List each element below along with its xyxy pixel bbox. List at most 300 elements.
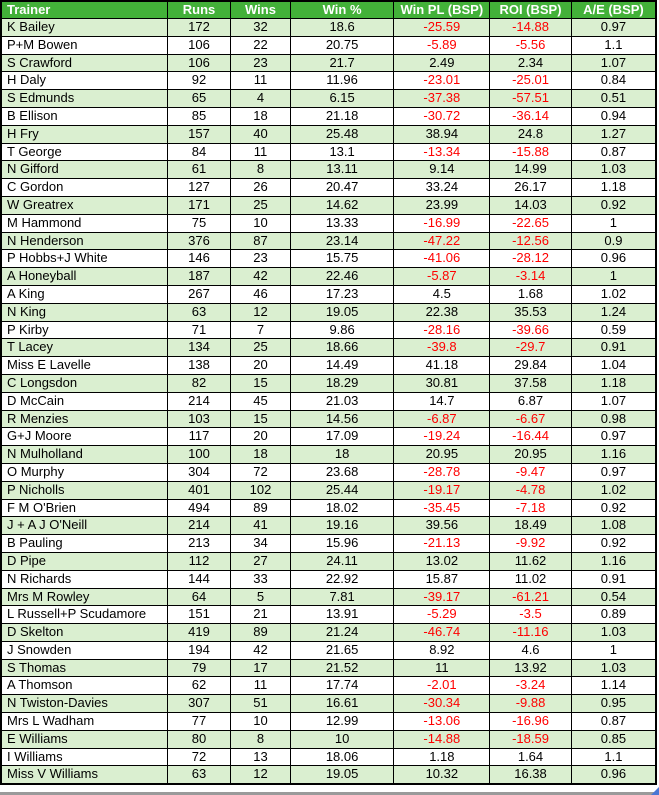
cell-win_pl: -30.72 bbox=[394, 107, 490, 125]
cell-wins: 11 bbox=[231, 677, 290, 695]
cell-ae: 0.97 bbox=[571, 428, 656, 446]
cell-win_pl: -46.74 bbox=[394, 624, 490, 642]
table-row bbox=[1, 125, 656, 143]
cell-wins: 89 bbox=[231, 624, 290, 642]
table-row bbox=[1, 606, 656, 624]
cell-runs: 72 bbox=[167, 748, 230, 766]
cell-wins: 20 bbox=[231, 428, 290, 446]
cell-runs: 138 bbox=[167, 357, 230, 375]
table-row bbox=[1, 303, 656, 321]
table-row bbox=[1, 446, 656, 464]
cell-roi: -18.59 bbox=[490, 730, 572, 748]
cell-wins: 46 bbox=[231, 285, 290, 303]
cell-win_pct: 17.23 bbox=[290, 285, 394, 303]
cell-trainer: S Crawford bbox=[1, 54, 167, 72]
cell-runs: 62 bbox=[167, 677, 230, 695]
cell-ae: 1.24 bbox=[571, 303, 656, 321]
table-row bbox=[1, 481, 656, 499]
cell-wins: 22 bbox=[231, 36, 290, 54]
cell-ae: 0.91 bbox=[571, 339, 656, 357]
cell-runs: 214 bbox=[167, 517, 230, 535]
cell-roi: 18.49 bbox=[490, 517, 572, 535]
cell-win_pct: 19.05 bbox=[290, 766, 394, 784]
cell-trainer: S Edmunds bbox=[1, 90, 167, 108]
cell-trainer: P Hobbs+J White bbox=[1, 250, 167, 268]
cell-roi: 1.68 bbox=[490, 285, 572, 303]
cell-win_pl: 22.38 bbox=[394, 303, 490, 321]
cell-runs: 64 bbox=[167, 588, 230, 606]
cell-trainer: P+M Bowen bbox=[1, 36, 167, 54]
cell-trainer: R Menzies bbox=[1, 410, 167, 428]
cell-runs: 172 bbox=[167, 19, 230, 37]
cell-roi: -61.21 bbox=[490, 588, 572, 606]
cell-trainer: Miss E Lavelle bbox=[1, 357, 167, 375]
table-row bbox=[1, 179, 656, 197]
cell-win_pct: 17.74 bbox=[290, 677, 394, 695]
cell-roi: -5.56 bbox=[490, 36, 572, 54]
cell-trainer: Miss V Williams bbox=[1, 766, 167, 784]
cell-win_pl: 1.18 bbox=[394, 748, 490, 766]
cell-wins: 8 bbox=[231, 730, 290, 748]
table-row bbox=[1, 374, 656, 392]
cell-trainer: N Mulholland bbox=[1, 446, 167, 464]
cell-roi: -4.78 bbox=[490, 481, 572, 499]
cell-wins: 23 bbox=[231, 54, 290, 72]
table-row bbox=[1, 463, 656, 481]
cell-runs: 61 bbox=[167, 161, 230, 179]
cell-ae: 0.9 bbox=[571, 232, 656, 250]
cell-win_pct: 13.91 bbox=[290, 606, 394, 624]
cell-wins: 33 bbox=[231, 570, 290, 588]
cell-win_pct: 25.44 bbox=[290, 481, 394, 499]
cell-win_pct: 12.99 bbox=[290, 713, 394, 731]
cell-win_pct: 21.18 bbox=[290, 107, 394, 125]
cell-wins: 23 bbox=[231, 250, 290, 268]
cell-trainer: D McCain bbox=[1, 392, 167, 410]
cell-wins: 40 bbox=[231, 125, 290, 143]
cell-ae: 1.02 bbox=[571, 481, 656, 499]
cell-runs: 82 bbox=[167, 374, 230, 392]
cell-wins: 12 bbox=[231, 766, 290, 784]
cell-wins: 41 bbox=[231, 517, 290, 535]
table-body bbox=[1, 19, 656, 785]
cell-ae: 1.14 bbox=[571, 677, 656, 695]
cell-roi: -28.12 bbox=[490, 250, 572, 268]
cell-roi: 11.62 bbox=[490, 552, 572, 570]
table-row bbox=[1, 339, 656, 357]
cell-win_pl: -6.87 bbox=[394, 410, 490, 428]
cell-win_pct: 21.03 bbox=[290, 392, 394, 410]
cell-runs: 171 bbox=[167, 196, 230, 214]
cell-win_pl: -5.29 bbox=[394, 606, 490, 624]
table-row bbox=[1, 107, 656, 125]
cell-win_pct: 14.56 bbox=[290, 410, 394, 428]
cell-wins: 27 bbox=[231, 552, 290, 570]
cell-win_pct: 21.52 bbox=[290, 659, 394, 677]
cell-runs: 187 bbox=[167, 268, 230, 286]
cell-win_pl: -28.78 bbox=[394, 463, 490, 481]
cell-win_pct: 13.11 bbox=[290, 161, 394, 179]
cell-trainer: N Gifford bbox=[1, 161, 167, 179]
cell-win_pl: -19.24 bbox=[394, 428, 490, 446]
cell-win_pct: 21.24 bbox=[290, 624, 394, 642]
cell-win_pl: -39.8 bbox=[394, 339, 490, 357]
cell-roi: 13.92 bbox=[490, 659, 572, 677]
cell-wins: 4 bbox=[231, 90, 290, 108]
table-row bbox=[1, 285, 656, 303]
cell-wins: 17 bbox=[231, 659, 290, 677]
table-row bbox=[1, 428, 656, 446]
cell-win_pl: -30.34 bbox=[394, 695, 490, 713]
cell-wins: 87 bbox=[231, 232, 290, 250]
table-row bbox=[1, 232, 656, 250]
cell-ae: 0.54 bbox=[571, 588, 656, 606]
cell-win_pct: 21.65 bbox=[290, 641, 394, 659]
cell-trainer: I Williams bbox=[1, 748, 167, 766]
cell-ae: 1.03 bbox=[571, 659, 656, 677]
cell-runs: 84 bbox=[167, 143, 230, 161]
table-row bbox=[1, 321, 656, 339]
table-row bbox=[1, 268, 656, 286]
table-row bbox=[1, 570, 656, 588]
cell-trainer: S Thomas bbox=[1, 659, 167, 677]
cell-ae: 1.1 bbox=[571, 36, 656, 54]
table-row bbox=[1, 695, 656, 713]
table-row bbox=[1, 517, 656, 535]
cell-wins: 18 bbox=[231, 107, 290, 125]
cell-wins: 20 bbox=[231, 357, 290, 375]
cell-win_pl: -21.13 bbox=[394, 535, 490, 553]
cell-wins: 21 bbox=[231, 606, 290, 624]
cell-runs: 117 bbox=[167, 428, 230, 446]
cell-win_pct: 15.96 bbox=[290, 535, 394, 553]
cell-roi: 35.53 bbox=[490, 303, 572, 321]
cell-win_pct: 18.29 bbox=[290, 374, 394, 392]
cell-ae: 1.16 bbox=[571, 446, 656, 464]
cell-roi: -15.88 bbox=[490, 143, 572, 161]
cell-trainer: T Lacey bbox=[1, 339, 167, 357]
cell-roi: -36.14 bbox=[490, 107, 572, 125]
cell-win_pl: 8.92 bbox=[394, 641, 490, 659]
cell-wins: 45 bbox=[231, 392, 290, 410]
cell-ae: 0.95 bbox=[571, 695, 656, 713]
cell-roi: 14.99 bbox=[490, 161, 572, 179]
table-row bbox=[1, 143, 656, 161]
cell-ae: 0.96 bbox=[571, 250, 656, 268]
column-header-ae: A/E (BSP) bbox=[571, 1, 656, 19]
cell-win_pct: 16.61 bbox=[290, 695, 394, 713]
cell-trainer: P Nicholls bbox=[1, 481, 167, 499]
cell-ae: 0.89 bbox=[571, 606, 656, 624]
cell-ae: 0.87 bbox=[571, 143, 656, 161]
cell-roi: 2.34 bbox=[490, 54, 572, 72]
table-row bbox=[1, 72, 656, 90]
table-row bbox=[1, 161, 656, 179]
cell-roi: 14.03 bbox=[490, 196, 572, 214]
cell-trainer: K Bailey bbox=[1, 19, 167, 37]
cell-wins: 26 bbox=[231, 179, 290, 197]
cell-trainer: N Henderson bbox=[1, 232, 167, 250]
cell-ae: 0.59 bbox=[571, 321, 656, 339]
cell-roi: 1.64 bbox=[490, 748, 572, 766]
cell-win_pct: 14.49 bbox=[290, 357, 394, 375]
cell-roi: -39.66 bbox=[490, 321, 572, 339]
cell-wins: 10 bbox=[231, 214, 290, 232]
cell-wins: 10 bbox=[231, 713, 290, 731]
cell-win_pct: 15.75 bbox=[290, 250, 394, 268]
cell-win_pl: 11 bbox=[394, 659, 490, 677]
cell-runs: 80 bbox=[167, 730, 230, 748]
cell-win_pct: 7.81 bbox=[290, 588, 394, 606]
cell-runs: 307 bbox=[167, 695, 230, 713]
cell-win_pl: -2.01 bbox=[394, 677, 490, 695]
cell-roi: 6.87 bbox=[490, 392, 572, 410]
cell-ae: 0.92 bbox=[571, 535, 656, 553]
cell-ae: 0.91 bbox=[571, 570, 656, 588]
cell-win_pl: -35.45 bbox=[394, 499, 490, 517]
cell-runs: 194 bbox=[167, 641, 230, 659]
cell-win_pl: 15.87 bbox=[394, 570, 490, 588]
cell-ae: 1.04 bbox=[571, 357, 656, 375]
cell-win_pl: -23.01 bbox=[394, 72, 490, 90]
cell-win_pct: 22.92 bbox=[290, 570, 394, 588]
cell-wins: 15 bbox=[231, 374, 290, 392]
cell-ae: 1.03 bbox=[571, 161, 656, 179]
cell-roi: 11.02 bbox=[490, 570, 572, 588]
cell-runs: 127 bbox=[167, 179, 230, 197]
cell-ae: 0.84 bbox=[571, 72, 656, 90]
cell-roi: 4.6 bbox=[490, 641, 572, 659]
cell-wins: 25 bbox=[231, 196, 290, 214]
cell-runs: 157 bbox=[167, 125, 230, 143]
cell-runs: 65 bbox=[167, 90, 230, 108]
cell-ae: 0.97 bbox=[571, 463, 656, 481]
cell-win_pct: 9.86 bbox=[290, 321, 394, 339]
cell-win_pl: 33.24 bbox=[394, 179, 490, 197]
cell-trainer: H Fry bbox=[1, 125, 167, 143]
cell-win_pct: 24.11 bbox=[290, 552, 394, 570]
cell-roi: -6.67 bbox=[490, 410, 572, 428]
cell-win_pl: 41.18 bbox=[394, 357, 490, 375]
cell-roi: -14.88 bbox=[490, 19, 572, 37]
cell-trainer: A Thomson bbox=[1, 677, 167, 695]
cell-win_pl: 10.32 bbox=[394, 766, 490, 784]
cell-win_pl: 23.99 bbox=[394, 196, 490, 214]
table-row bbox=[1, 766, 656, 784]
cell-win_pct: 18.6 bbox=[290, 19, 394, 37]
cell-runs: 63 bbox=[167, 766, 230, 784]
cell-trainer: B Pauling bbox=[1, 535, 167, 553]
cell-wins: 7 bbox=[231, 321, 290, 339]
column-header-win_pct: Win % bbox=[290, 1, 394, 19]
cell-roi: -29.7 bbox=[490, 339, 572, 357]
column-header-roi: ROI (BSP) bbox=[490, 1, 572, 19]
cell-trainer: L Russell+P Scudamore bbox=[1, 606, 167, 624]
column-header-runs: Runs bbox=[167, 1, 230, 19]
cell-roi: -3.14 bbox=[490, 268, 572, 286]
cell-win_pl: -25.59 bbox=[394, 19, 490, 37]
cell-trainer: J Snowden bbox=[1, 641, 167, 659]
cell-roi: 26.17 bbox=[490, 179, 572, 197]
cell-roi: -9.92 bbox=[490, 535, 572, 553]
cell-ae: 1 bbox=[571, 268, 656, 286]
cell-trainer: B Ellison bbox=[1, 107, 167, 125]
cell-ae: 0.96 bbox=[571, 766, 656, 784]
cell-wins: 102 bbox=[231, 481, 290, 499]
cell-ae: 1.1 bbox=[571, 748, 656, 766]
cell-runs: 214 bbox=[167, 392, 230, 410]
table-row bbox=[1, 19, 656, 37]
cell-wins: 11 bbox=[231, 72, 290, 90]
table-row bbox=[1, 357, 656, 375]
cell-runs: 79 bbox=[167, 659, 230, 677]
cell-trainer: N King bbox=[1, 303, 167, 321]
cell-win_pct: 11.96 bbox=[290, 72, 394, 90]
cell-trainer: C Longsdon bbox=[1, 374, 167, 392]
cell-win_pct: 18.02 bbox=[290, 499, 394, 517]
cell-runs: 112 bbox=[167, 552, 230, 570]
cell-win_pct: 6.15 bbox=[290, 90, 394, 108]
cell-runs: 267 bbox=[167, 285, 230, 303]
cell-ae: 1.08 bbox=[571, 517, 656, 535]
cell-win_pl: -5.89 bbox=[394, 36, 490, 54]
cell-ae: 0.87 bbox=[571, 713, 656, 731]
cell-trainer: H Daly bbox=[1, 72, 167, 90]
cell-ae: 0.92 bbox=[571, 196, 656, 214]
cell-roi: 29.84 bbox=[490, 357, 572, 375]
cell-win_pct: 22.46 bbox=[290, 268, 394, 286]
cell-win_pl: -19.17 bbox=[394, 481, 490, 499]
cell-win_pl: -13.06 bbox=[394, 713, 490, 731]
cell-roi: 20.95 bbox=[490, 446, 572, 464]
cell-win_pl: 38.94 bbox=[394, 125, 490, 143]
cell-win_pl: 20.95 bbox=[394, 446, 490, 464]
cell-runs: 71 bbox=[167, 321, 230, 339]
cell-win_pl: -41.06 bbox=[394, 250, 490, 268]
cell-wins: 42 bbox=[231, 268, 290, 286]
table-row bbox=[1, 410, 656, 428]
cell-win_pl: -13.34 bbox=[394, 143, 490, 161]
cell-runs: 494 bbox=[167, 499, 230, 517]
table-row bbox=[1, 250, 656, 268]
cell-win_pct: 13.1 bbox=[290, 143, 394, 161]
table-row bbox=[1, 196, 656, 214]
cell-win_pl: 13.02 bbox=[394, 552, 490, 570]
corner-resize-handle bbox=[651, 787, 659, 795]
cell-win_pl: -37.38 bbox=[394, 90, 490, 108]
cell-roi: 24.8 bbox=[490, 125, 572, 143]
cell-roi: -3.24 bbox=[490, 677, 572, 695]
cell-runs: 151 bbox=[167, 606, 230, 624]
cell-win_pct: 19.16 bbox=[290, 517, 394, 535]
table-row bbox=[1, 214, 656, 232]
cell-win_pl: -39.17 bbox=[394, 588, 490, 606]
cell-win_pl: 4.5 bbox=[394, 285, 490, 303]
cell-ae: 1.18 bbox=[571, 179, 656, 197]
cell-runs: 401 bbox=[167, 481, 230, 499]
cell-win_pct: 25.48 bbox=[290, 125, 394, 143]
cell-win_pct: 14.62 bbox=[290, 196, 394, 214]
table-row bbox=[1, 713, 656, 731]
table-row bbox=[1, 90, 656, 108]
cell-runs: 63 bbox=[167, 303, 230, 321]
cell-ae: 1 bbox=[571, 641, 656, 659]
cell-trainer: P Kirby bbox=[1, 321, 167, 339]
cell-wins: 12 bbox=[231, 303, 290, 321]
table-row bbox=[1, 54, 656, 72]
cell-trainer: N Twiston-Davies bbox=[1, 695, 167, 713]
cell-runs: 92 bbox=[167, 72, 230, 90]
cell-roi: -3.5 bbox=[490, 606, 572, 624]
cell-trainer: T George bbox=[1, 143, 167, 161]
cell-runs: 77 bbox=[167, 713, 230, 731]
cell-trainer: D Pipe bbox=[1, 552, 167, 570]
cell-runs: 144 bbox=[167, 570, 230, 588]
cell-trainer: M Hammond bbox=[1, 214, 167, 232]
cell-roi: -16.96 bbox=[490, 713, 572, 731]
cell-roi: -16.44 bbox=[490, 428, 572, 446]
cell-win_pl: -47.22 bbox=[394, 232, 490, 250]
cell-win_pct: 20.47 bbox=[290, 179, 394, 197]
cell-ae: 1.07 bbox=[571, 54, 656, 72]
cell-wins: 8 bbox=[231, 161, 290, 179]
cell-roi: -22.65 bbox=[490, 214, 572, 232]
column-header-win_pl: Win PL (BSP) bbox=[394, 1, 490, 19]
table-row bbox=[1, 659, 656, 677]
cell-wins: 15 bbox=[231, 410, 290, 428]
cell-ae: 1 bbox=[571, 214, 656, 232]
cell-wins: 5 bbox=[231, 588, 290, 606]
cell-trainer: J + A J O'Neill bbox=[1, 517, 167, 535]
cell-ae: 0.97 bbox=[571, 19, 656, 37]
cell-trainer: Mrs L Wadham bbox=[1, 713, 167, 731]
cell-ae: 0.98 bbox=[571, 410, 656, 428]
cell-roi: -12.56 bbox=[490, 232, 572, 250]
cell-ae: 1.02 bbox=[571, 285, 656, 303]
cell-wins: 32 bbox=[231, 19, 290, 37]
column-header-trainer: Trainer bbox=[1, 1, 167, 19]
cell-ae: 0.85 bbox=[571, 730, 656, 748]
cell-win_pl: 30.81 bbox=[394, 374, 490, 392]
cell-win_pl: -16.99 bbox=[394, 214, 490, 232]
table-row bbox=[1, 748, 656, 766]
table-row bbox=[1, 730, 656, 748]
cell-win_pct: 17.09 bbox=[290, 428, 394, 446]
cell-wins: 42 bbox=[231, 641, 290, 659]
cell-wins: 72 bbox=[231, 463, 290, 481]
table-row bbox=[1, 499, 656, 517]
cell-trainer: O Murphy bbox=[1, 463, 167, 481]
cell-trainer: C Gordon bbox=[1, 179, 167, 197]
table-row bbox=[1, 535, 656, 553]
cell-runs: 304 bbox=[167, 463, 230, 481]
table-row bbox=[1, 624, 656, 642]
cell-win_pl: 39.56 bbox=[394, 517, 490, 535]
cell-win_pct: 10 bbox=[290, 730, 394, 748]
cell-win_pct: 18 bbox=[290, 446, 394, 464]
cell-win_pl: -14.88 bbox=[394, 730, 490, 748]
table-row bbox=[1, 677, 656, 695]
header-row bbox=[1, 1, 656, 19]
cell-win_pct: 23.68 bbox=[290, 463, 394, 481]
cell-ae: 1.16 bbox=[571, 552, 656, 570]
cell-runs: 100 bbox=[167, 446, 230, 464]
cell-wins: 25 bbox=[231, 339, 290, 357]
table-row bbox=[1, 392, 656, 410]
cell-win_pl: 2.49 bbox=[394, 54, 490, 72]
cell-runs: 134 bbox=[167, 339, 230, 357]
table-row bbox=[1, 552, 656, 570]
